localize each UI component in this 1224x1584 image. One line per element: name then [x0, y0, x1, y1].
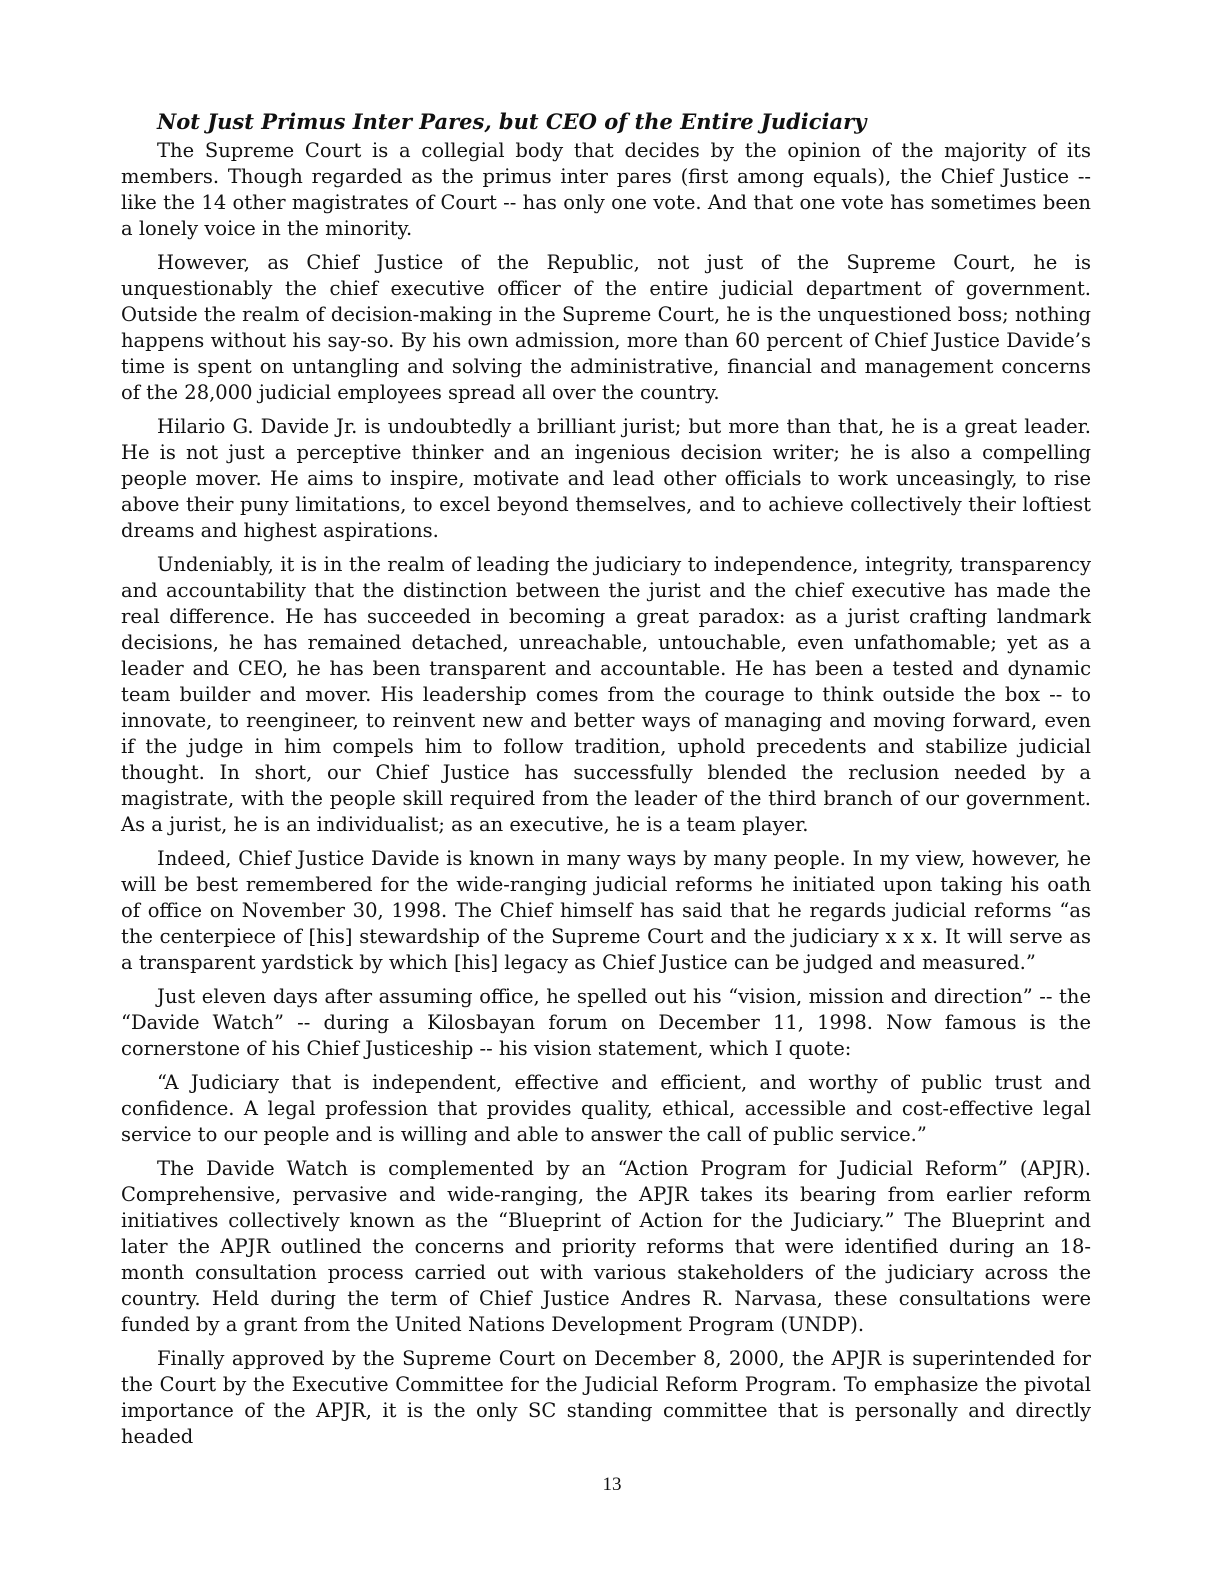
paragraph-2: However, as Chief Justice of the Republic, not just of the Supreme Court, he is unquestionably the chief executive officer of the entire judicial department of government. Outside the realm of decision-making in the Supreme Court, he is the unquestioned boss; nothing happens without his say-so. By his own admission, more than 60 percent of Chief Justice Davide’s time is spent on untangling and solving the administrative, financial and management concerns of the 28,000 judicial employees spread all over the country.	[121, 251, 1091, 404]
document-page	[121, 108, 1091, 1458]
paragraph-9: Finally approved by the Supreme Court on December 8, 2000, the APJR is superintended for the Court by the Executive Committee for the Judicial Reform Program. To emphasize the pivotal importance of the APJR, it is the only SC standing committee that is personally and directly headed	[121, 1347, 1091, 1448]
paragraph-5: Indeed, Chief Justice Davide is known in many ways by many people. In my view, however, he will be best remembered for the wide-ranging judicial reforms he initiated upon taking his oath of office on November 30, 1998. The Chief himself has said that he regards judicial reforms “as the centerpiece of [his] stewardship of the Supreme Court and the judiciary x x x. It will serve as a transparent yardstick by which [his] legacy as Chief Justice can be judged and measured.”	[121, 847, 1091, 974]
vision-statement-quote: “A Judiciary that is independent, effective and efficient, and worthy of public trust and confidence. A legal profession that provides quality, ethical, accessible and cost-effective legal service to our people and is willing and able to answer the call of public service.”	[121, 1071, 1091, 1146]
paragraph-3: Hilario G. Davide Jr. is undoubtedly a brilliant jurist; but more than that, he is a great leader. He is not just a perceptive thinker and an ingenious decision writer; he is also a compelling people mover. He aims to inspire, motivate and lead other officials to work unceasingly, to rise above their puny limitations, to excel beyond themselves, and to achieve collectively their loftiest dreams and highest aspirations.	[121, 415, 1091, 542]
paragraph-8: The Davide Watch is complemented by an “Action Program for Judicial Reform” (APJR). Comprehensive, pervasive and wide-ranging, the APJR takes its bearing from earlier reform initiatives collectively known as the “Blueprint of Action for the Judiciary.” The Blueprint and later the APJR outlined the concerns and priority reforms that were identified during an 18-month consultation process carried out with various stakeholders of the judiciary across the country. Held during the term of Chief Justice Andres R. Narvasa, these consultations were funded by a grant from the United Nations Development Program (UNDP).	[121, 1157, 1091, 1336]
paragraph-1: The Supreme Court is a collegial body that decides by the opinion of the majority of its members. Though regarded as the primus inter pares (first among equals), the Chief Justice -- like the 14 other magistrates of Court -- has only one vote. And that one vote has sometimes been a lonely voice in the minority.	[121, 139, 1091, 240]
section-heading: Not Just Primus Inter Pares, but CEO of the Entire Judiciary	[157, 109, 867, 134]
paragraph-6: Just eleven days after assuming office, he spelled out his “vision, mission and direction” -- the “Davide Watch” -- during a Kilosbayan forum on December 11, 1998. Now famous is the cornerstone of his Chief Justiceship -- his vision statement, which I quote:	[121, 985, 1091, 1060]
paragraph-4: Undeniably, it is in the realm of leading the judiciary to independence, integrity, transparency and accountability that the distinction between the jurist and the chief executive has made the real difference. He has succeeded in becoming a great paradox: as a jurist crafting landmark decisions, he has remained detached, unreachable, untouchable, even unfathomable; yet as a leader and CEO, he has been transparent and accountable. He has been a tested and dynamic team builder and mover. His leadership comes from the courage to think outside the box -- to innovate, to reengineer, to reinvent new and better ways of managing and moving forward, even if the judge in him compels him to follow tradition, uphold precedents and stabilize judicial thought. In short, our Chief Justice has successfully blended the reclusion needed by a magistrate, with the people skill required from the leader of the third branch of our government. As a jurist, he is an individualist; as an executive, he is a team player.	[121, 553, 1091, 836]
page-number: 13	[602, 1474, 622, 1495]
